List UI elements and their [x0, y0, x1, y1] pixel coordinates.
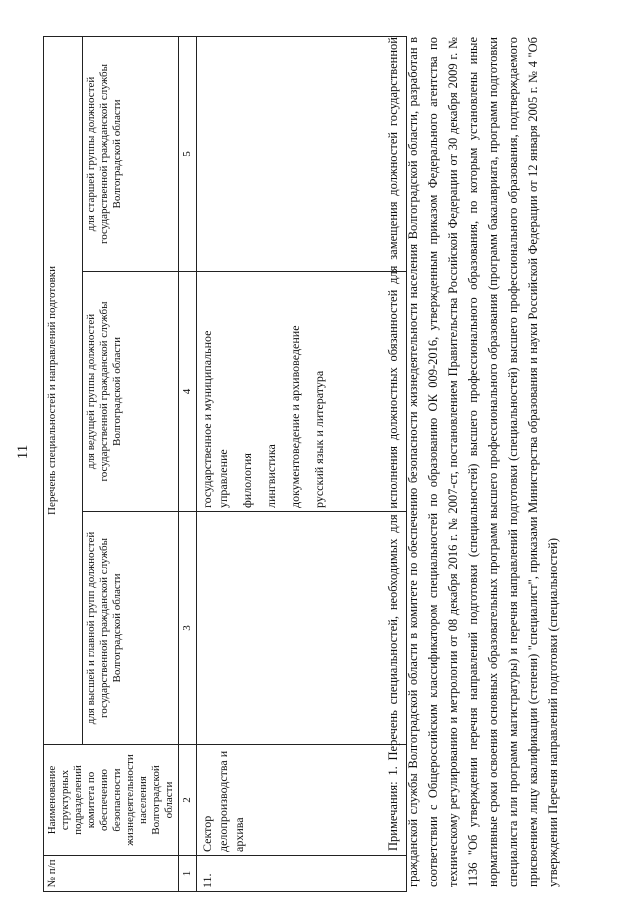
column-number: 5	[179, 36, 197, 271]
header-num: № п/п	[44, 856, 179, 892]
column-numbers-row	[179, 36, 197, 891]
specialties-senior	[197, 36, 407, 271]
document-page	[15, 12, 615, 892]
specialty-item: документоведение и архивоведение	[288, 325, 302, 508]
table-row	[197, 36, 407, 891]
column-number: 3	[179, 512, 197, 745]
column-number: 4	[179, 272, 197, 512]
column-number: 2	[179, 745, 197, 856]
header-col3: для высшей и главной групп должностей государственной гражданской службы Волгоградской области	[83, 512, 179, 745]
specialty-item: государственное и муниципальное управление	[200, 330, 230, 508]
page-number: 11	[15, 444, 31, 460]
specialties-table	[43, 36, 407, 892]
row-number: 11.	[197, 856, 407, 892]
header-subdivision-name: Наименование структурных подразделений комитета по обеспечению безопасности жизнедеятельности населения Волгоградской области	[44, 745, 179, 856]
specialty-item: филология	[240, 453, 254, 508]
notes-paragraph: Примечания: 1. Перечень специальностей, необходимых для исполнения должностных обязанностей для замещения должностей государственной гражданской службы Волгоградской области в комитете по обеспечению безопасности жизнедеятельности населения Волгоградской области, разработан в соответствии с Общероссийским классификатором специальностей по образованию ОК 009-2016, утвержденным приказом Федерального агентства по техническому регулированию и метрологии от 08 декабря 2016 г. № 2007-ст, постановлением Правительства Российской Федерации от 30 декабря 2009 г. № 1136 "Об утверждении перечня направлений подготовки (специальностей) высшего профессионального образования, по которым установлены иные нормативные сроки освоения основных образовательных программ высшего профессионального образования (программ бакалавриата, программ подготовки специалиста или программ магистратуры) и перечня направлений подготовки (специальностей) высшего профессионального образования, подтверждаемого присвоением лицу квалификации (степени) "специалист", приказами Министерства образования и науки Российской Федерации от 12 января 2005 г. № 4 "Об утверждении Перечня направлений подготовки (специальностей)	[386, 37, 560, 887]
specialty-item: лингвистика	[264, 444, 278, 508]
specialty-item: русский язык и литература	[312, 370, 326, 508]
header-col5: для старшей группы должностей государственной гражданской службы Волгоградской области	[83, 36, 179, 271]
column-number: 1	[179, 856, 197, 892]
header-col4: для ведущей группы должностей государственной гражданской службы Волгоградской области	[83, 272, 179, 512]
header-specialties-group: Перечень специальностей и направлений подготовки	[44, 36, 83, 744]
subdivision-name: Сектор делопроизводства и архива	[197, 745, 407, 856]
specialties-leading	[197, 272, 407, 512]
specialties-higher-main	[197, 512, 407, 745]
